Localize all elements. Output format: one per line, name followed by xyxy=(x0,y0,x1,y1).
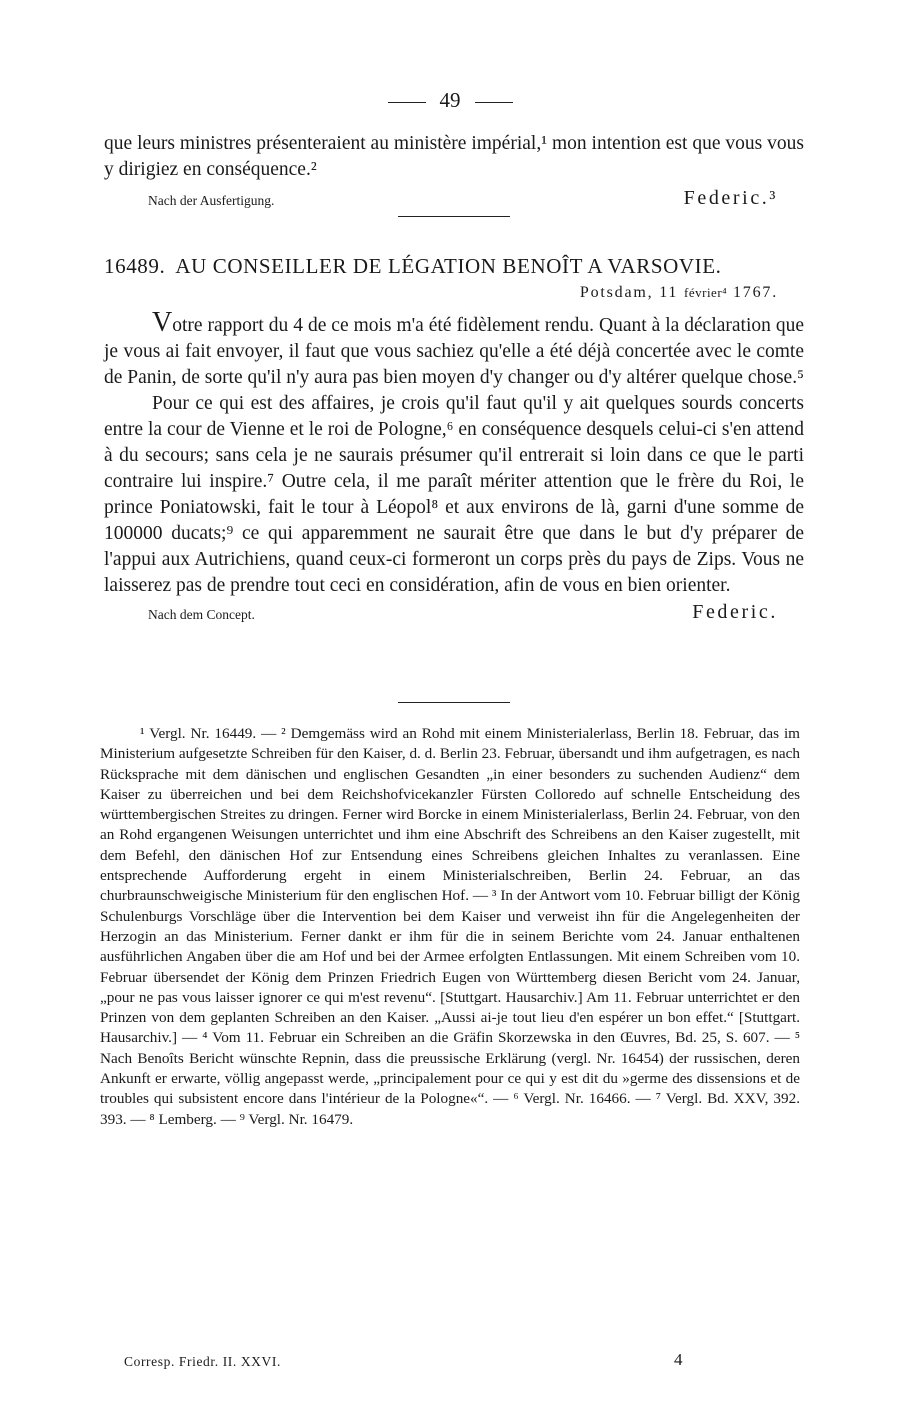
footnotes-text: ¹ Vergl. Nr. 16449. — ² Demgemäss wird an Rohd mit einem Ministerialerlass, Berlin 18. Februar, das im Ministerium aufgesetzte Schreiben für den Kaiser, d. d. Berlin 23. Februar, übersandt und ihm aufgetragen, es nach Rücksprache mit dem dänischen und englischen Gesandten „in einer besonders zu suchenden Audienz“ dem Kaiser zu überreichen und bei dem Reichshofvicekanzler Fürsten Colloredo auf schnelle Entscheidung des württembergischen Streites zu dringen. Ferner wird Borcke in einem Ministerialerlass, Berlin 24. Februar, von den an Rohd ergangenen Weisungen unterrichtet und ihm eine Abschrift des Schreibens an den Kaiser zugestellt, mit dem Befehl, den dänischen Hof zur Entsendung eines Schreibens gleichen Inhaltes zu veranlassen. Eine entsprechende Aufforderung ergeht in einem Ministerialschreiben, Berlin 24. Februar, an das churbraunschweigische Ministerium für den englischen Hof. — ³ In der Antwort vom 10. Februar billigt der König Schulenburgs Vorschläge über die Intervention bei dem Kaiser und verweist ihn für die Angelegenheiten der Herzogin an das Ministerium. Ferner dankt er ihm für die in seinem Berichte vom 24. Januar enthaltenen ausführlichen Angaben über die am Hof und bei der Armee erfolgten Entlassungen. Mit einem Schreiben vom 10. Februar übersendet der König dem Prinzen Friedrich Eugen von Württemberg diesen Bericht vom 24. Januar, „pour ne pas vous laisser ignorer ce qui m'est revenu“. [Stuttgart. Hausarchiv.] Am 11. Februar unterrichtet er den Prinzen von dem geplanten Schreiben an den Kaiser. „Aussi ai-je tout lieu d'en espérer un bon effet.“ [Stuttgart. Hausarchiv.] — ⁴ Vom 11. Februar ein Schreiben an die Gräfin Skorzewska in den Œuvres, Bd. 25, S. 607. — ⁵ Nach Benoîts Bericht wünschte Repnin, dass die preussische Erklärung (vergl. Nr. 16454) der russischen, deren Ankunft er erwarte, völlig angepasst werde, „principalement pour ce qui y est dit du »germe des dissensions et de troubles qui subsistent encore dans l'intérieur de la Pologne«“. — ⁶ Vergl. Nr. 16466. — ⁷ Vergl. Bd. XXV, 392. 393. — ⁸ Lemberg. — ⁹ Vergl. Nr. 16479. xyxy=(100,725,800,1128)
header-dash-right xyxy=(475,102,513,103)
page-number: 49 xyxy=(439,88,461,112)
previous-letter-text: que leurs ministres présenteraient au ministère impérial,¹ mon intention est que vous vous y dirigiez en conséquence.² xyxy=(104,133,804,180)
letter-title xyxy=(104,254,804,279)
letter-paragraph-1 xyxy=(104,307,804,391)
signature: Federic.³ xyxy=(683,187,778,209)
signature: Federic. xyxy=(692,601,778,623)
separator-rule xyxy=(398,702,510,703)
paragraph-1-text: otre rapport du 4 de ce mois m'a été fidèlement rendu. Quant à la déclaration que je vous ai fait envoyer, il faut que vous sachiez qu'elle a été déjà concertée avec le comte de Panin, de sorte qu'il n'y aura pas bien moyen d'y changer ou d'y altérer quelque chose.⁵ xyxy=(104,315,804,388)
letter-month: février⁴ xyxy=(684,285,728,300)
letter-place: Potsdam, 11 xyxy=(579,284,679,301)
page-header xyxy=(0,88,900,113)
letter-year: 1767. xyxy=(733,284,778,301)
footnotes xyxy=(100,724,800,1130)
drop-letter: V xyxy=(152,307,173,338)
letter-heading: AU CONSEILLER DE LÉGATION BENOÎT A VARSOVIE. xyxy=(175,254,722,278)
separator-rule xyxy=(398,216,510,217)
letter-body xyxy=(104,307,804,627)
source-note: Nach der Ausfertigung. xyxy=(148,193,275,208)
letter-closing xyxy=(104,601,804,627)
previous-letter-closing xyxy=(104,187,804,213)
footer-series-title: Corresp. Friedr. II. XXVI. xyxy=(124,1354,281,1369)
previous-letter-end xyxy=(104,131,804,213)
letter-paragraph-2: Pour ce qui est des affaires, je crois qu'il faut qu'il y ait quelques sourds concerts entre la cour de Vienne et le roi de Pologne,⁶ en conséquence desquels celui-ci s'en attend à du secours; sans cela je ne saurais présumer qu'il entrerait si loin dans ce que le parti contraire lui inspire.⁷ Outre cela, il me paraît mériter attention que le frère du Roi, le prince Poniatowski, fait le tour à Léopol⁸ et aux environs de là, garni d'une somme de 100000 ducats;⁹ ce qui apparemment ne saurait être que dans le but d'y préparer de l'appui aux Autrichiens, quand ceux-ci formeront un corps près du pays de Zips. Vous ne laisserez pas de prendre tout ceci en considération, afin de vous en bien orienter. xyxy=(104,393,804,596)
header-dash-left xyxy=(388,102,426,103)
letter-number: 16489. xyxy=(104,254,166,278)
footer-signature-mark: 4 xyxy=(674,1350,683,1369)
letter-place-date xyxy=(580,284,778,302)
source-note: Nach dem Concept. xyxy=(148,607,255,622)
